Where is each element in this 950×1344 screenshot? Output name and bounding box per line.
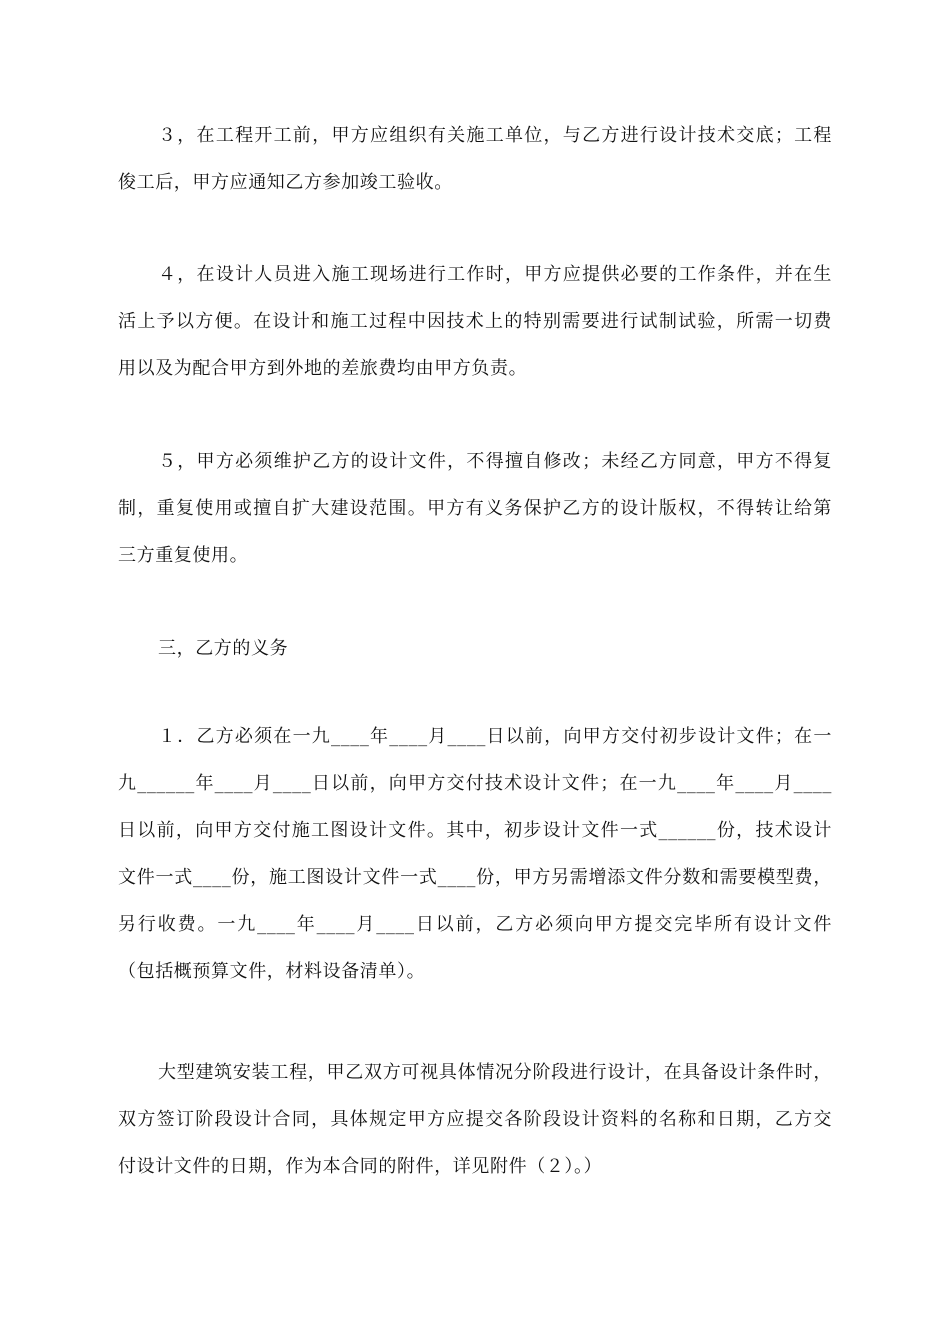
paragraph-line: 三方重复使用。: [118, 545, 249, 566]
paragraph-clause-4: [118, 251, 832, 392]
paragraph-line: ３，在工程开工前，甲方应组织有关施工单位，与乙方进行设计技术交底；工程: [158, 125, 832, 146]
paragraph-line: ５，甲方必须维护乙方的设计文件，不得擅自修改；未经乙方同意，甲方不得复: [158, 451, 832, 472]
paragraph-large-projects: [118, 1049, 832, 1190]
paragraph-line: 制，重复使用或擅自扩大建设范围。甲方有义务保护乙方的设计版权，不得转让给第: [118, 498, 832, 519]
paragraph-line: 俊工后，甲方应通知乙方参加竣工验收。: [118, 172, 453, 193]
paragraph-line: 九______年____月____日以前，向甲方交付技术设计文件；在一九____年____月____: [118, 773, 832, 794]
section-heading-text: 三，乙方的义务: [158, 638, 289, 659]
paragraph-line: （包括概预算文件，材料设备清单）。: [118, 961, 426, 982]
paragraph-obligation-1: [118, 713, 832, 995]
paragraph-clause-3: [118, 112, 832, 206]
paragraph-clause-5: [118, 438, 832, 579]
paragraph-line: 日以前，向甲方交付施工图设计文件。其中，初步设计文件一式______份，技术设计: [118, 820, 832, 841]
paragraph-line: 双方签订阶段设计合同，具体规定甲方应提交各阶段设计资料的名称和日期，乙方交: [118, 1109, 832, 1130]
paragraph-line: １．乙方必须在一九____年____月____日以前，向甲方交付初步设计文件；在一: [158, 726, 832, 747]
paragraph-line: 活上予以方便。在设计和施工过程中因技术上的特别需要进行试制试验，所需一切费: [118, 311, 832, 332]
paragraph-line: 文件一式____份，施工图设计文件一式____份，甲方另需增添文件分数和需要模型费，: [118, 867, 832, 888]
paragraph-line: 用以及为配合甲方到外地的差旅费均由甲方负责。: [118, 358, 528, 379]
section-heading: [118, 625, 832, 672]
paragraph-line: 另行收费。一九____年____月____日以前，乙方必须向甲方提交完毕所有设计文件: [118, 914, 832, 935]
paragraph-line: 大型建筑安装工程，甲乙双方可视具体情况分阶段进行设计，在具备设计条件时，: [158, 1062, 832, 1083]
paragraph-line: ４，在设计人员进入施工现场进行工作时，甲方应提供必要的工作条件，并在生: [158, 264, 832, 285]
paragraph-line: 付设计文件的日期，作为本合同的附件，详见附件（２）。）: [118, 1156, 603, 1177]
